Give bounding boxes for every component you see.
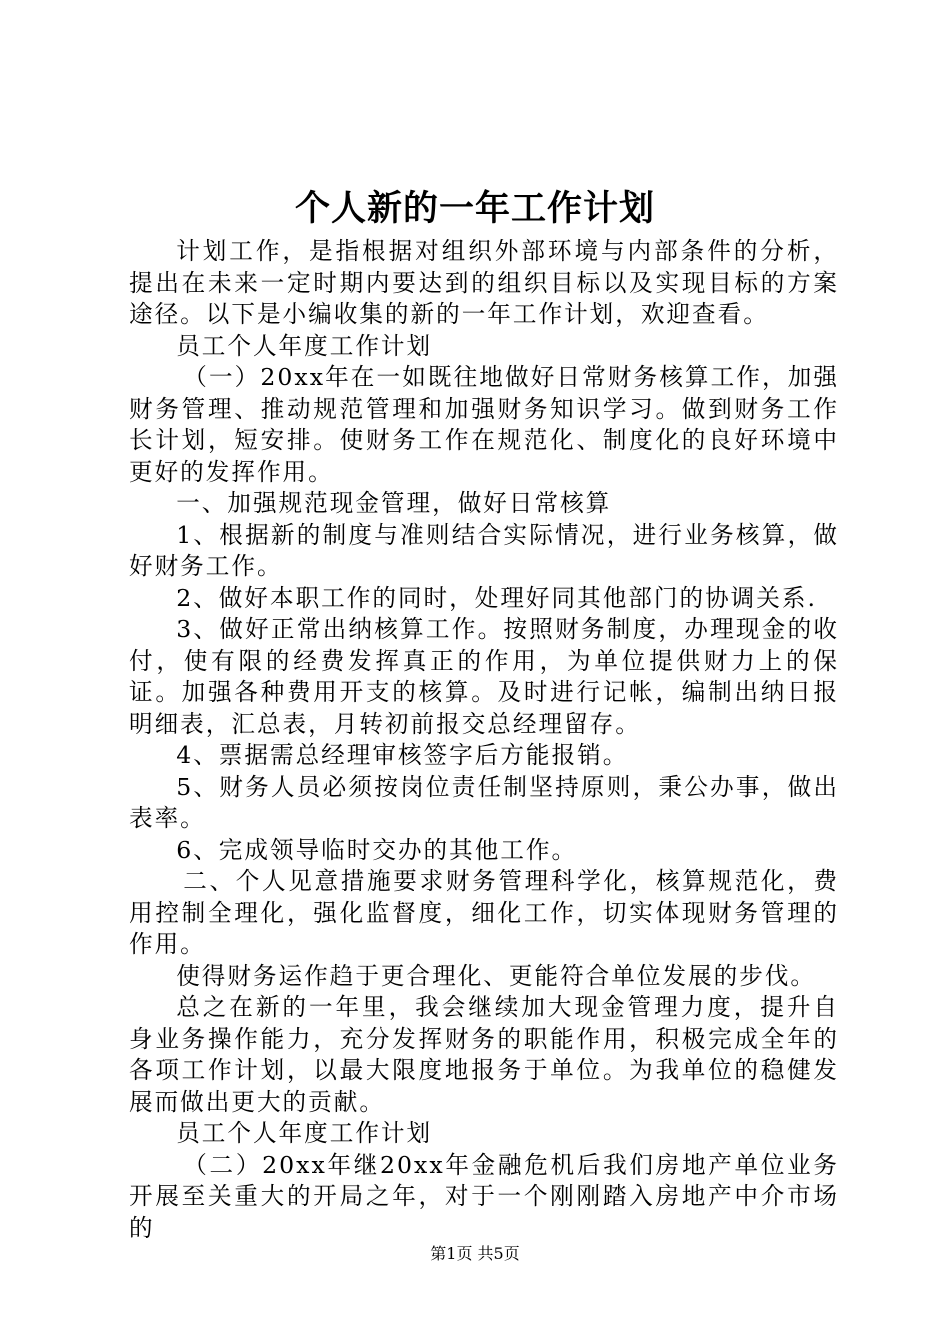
list-item: 3、做好正常出纳核算工作。按照财务制度，办理现金的收付，使有限的经费发挥真正的作用，为单位提供财力上的保证。加强各种费用开支的核算。及时进行记帐，编制出纳日报明细表，汇总表，月转初前报交总经理留存。 — [129, 615, 839, 738]
section-heading: 二、个人见意措施要求财务管理科学化，核算规范化，费用控制全理化，强化监督度，细化工作，切实体现财务管理的作用。 — [129, 867, 839, 958]
document-title: 个人新的一年工作计划 — [294, 188, 655, 229]
paragraph: 使得财务运作趋于更合理化、更能符合单位发展的步伐。 — [176, 961, 817, 990]
section-heading: 员工个人年度工作计划 — [176, 331, 433, 360]
paragraph-conclusion: 总之在新的一年里，我会继续加大现金管理力度，提升自身业务操作能力，充分发挥财务的职能作用，积极完成全年的各项工作计划，以最大限度地报务于单位。为我单位的稳健发展而做出更大的贡献。 — [129, 993, 839, 1116]
section-heading: 员工个人年度工作计划 — [176, 1119, 433, 1147]
page-footer: 第1页 共5页 — [430, 1244, 520, 1263]
list-item: 6、完成领导临时交办的其他工作。 — [176, 835, 578, 864]
list-item: 5、财务人员必须按岗位责任制坚持原则，秉公办事，做出表率。 — [129, 772, 839, 832]
paragraph: （二）20xx年继20xx年金融危机后我们房地产单位业务开展至关重大的开局之年，对于一个刚刚踏入房地产中介市场的 — [129, 1150, 839, 1242]
list-item: 1、根据新的制度与准则结合实际情况，进行业务核算，做好财务工作。 — [129, 520, 839, 580]
paragraph-intro: 计划工作，是指根据对组织外部环境与内部条件的分析，提出在未来一定时期内要达到的组织目标以及实现目标的方案途径。以下是小编收集的新的一年工作计划，欢迎查看。 — [129, 237, 839, 328]
document-body — [129, 236, 839, 1244]
section-heading: 一、加强规范现金管理，做好日常核算 — [176, 489, 612, 517]
list-item: 2、做好本职工作的同时，处理好同其他部门的协调关系. — [176, 583, 817, 612]
paragraph: （一）20xx年在一如既往地做好日常财务核算工作，加强财务管理、推动规范管理和加强财务知识学习。做到财务工作长计划，短安排。使财务工作在规范化、制度化的良好环境中更好的发挥作用。 — [129, 363, 839, 486]
list-item: 4、票据需总经理审核签字后方能报销。 — [176, 741, 629, 769]
